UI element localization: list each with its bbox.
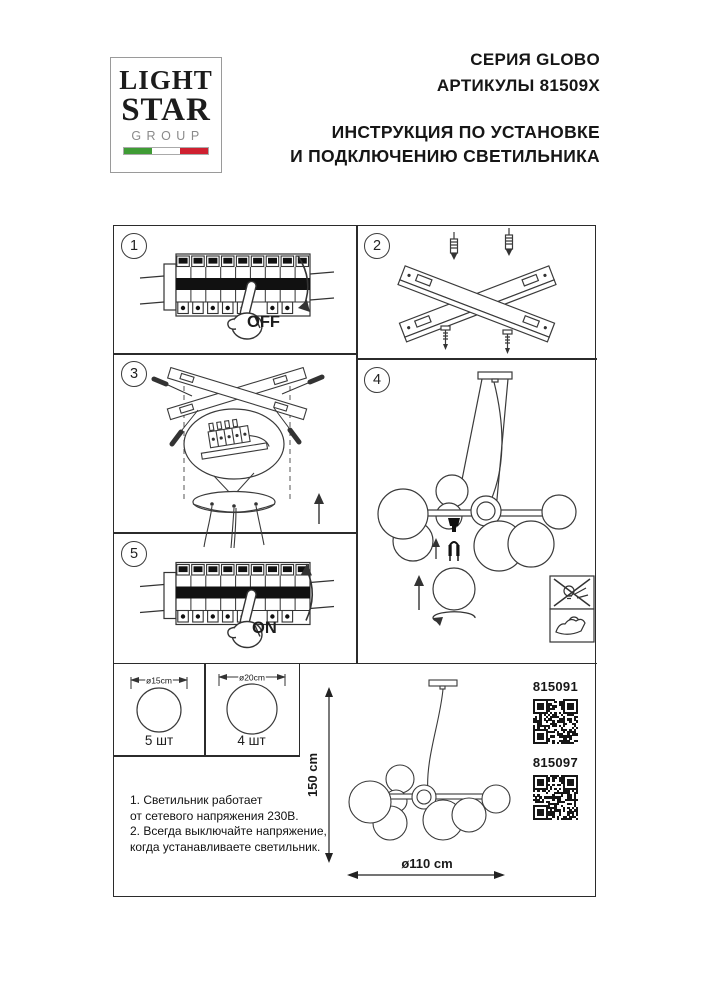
lamp-socket-icon	[448, 518, 460, 532]
article-number-1: 815091	[532, 679, 578, 694]
logo-line-3: GROUP	[131, 129, 205, 143]
note-line-4: когда устанавливаете светильник.	[130, 839, 321, 854]
flag-green	[124, 148, 152, 154]
step-1-panel	[114, 226, 356, 353]
rotate-arrow-icon	[433, 612, 475, 626]
step-5-number: 5	[121, 541, 147, 567]
on-label: ON	[252, 619, 277, 637]
step-2-panel	[357, 226, 597, 358]
document-header	[250, 47, 600, 168]
globe-small-diameter: ø15cm	[146, 675, 172, 686]
step-4-panel	[357, 360, 597, 662]
globe-large-diagram	[205, 663, 298, 735]
glass-globe-icon	[433, 568, 475, 610]
article-number-2: 815097	[532, 755, 578, 770]
step-3-panel	[114, 354, 356, 532]
instruction-title-line2: И ПОДКЛЮЧЕНИЮ СВЕТИЛЬНИКА	[290, 146, 600, 166]
articles-title: АРТИКУЛЫ 81509X	[436, 76, 600, 95]
globe-small-diagram	[114, 663, 204, 735]
italian-flag-stripe	[123, 147, 209, 155]
series-title: СЕРИЯ GLOBO	[470, 50, 600, 69]
step-1-number: 1	[121, 233, 147, 259]
step-3-number: 3	[121, 361, 147, 387]
specs-section	[114, 663, 597, 898]
height-label: 150 cm	[305, 752, 320, 798]
screws-icon	[441, 326, 512, 354]
step-2-number: 2	[364, 233, 390, 259]
flag-red	[180, 148, 208, 154]
circuit-breaker-on-illustration	[114, 534, 356, 662]
instruction-diagram-grid	[113, 225, 596, 897]
chandelier-assembly-illustration	[357, 360, 597, 662]
part-globe-small	[114, 663, 204, 756]
circuit-breaker-off-illustration	[114, 226, 356, 353]
note-line-1: 1. Светильник работает	[130, 793, 263, 807]
logo-line-2: STAR	[121, 92, 211, 128]
part-globe-large	[205, 663, 298, 756]
flag-white	[152, 148, 180, 154]
width-label: ø110 cm	[401, 856, 453, 871]
globe-small-qty: 5 шт	[144, 733, 174, 748]
width-dimension	[347, 856, 505, 879]
instruction-title-line1: ИНСТРУКЦИЯ ПО УСТАНОВКЕ	[331, 122, 600, 142]
caution-no-bare-hands-icon	[550, 576, 594, 609]
arrow-up-icon	[314, 493, 324, 524]
step-4-number: 4	[364, 367, 390, 393]
lightstar-logo	[110, 57, 222, 173]
globe-large-diameter: ø20cm	[239, 672, 265, 683]
qr-code-2	[533, 775, 578, 820]
height-dimension	[305, 687, 333, 863]
anchor-bolts-icon	[451, 228, 513, 260]
arrow-up-icon	[414, 575, 424, 610]
logo-line-1: LIGHT	[119, 65, 213, 95]
use-cloth-icon	[550, 609, 594, 642]
halogen-bulb-icon	[449, 542, 460, 561]
chandelier-dimensions-diagram	[297, 663, 529, 898]
note-line-2: от сетевого напряжения 230В.	[130, 808, 299, 823]
mounting-bracket-illustration	[357, 226, 597, 358]
off-label: OFF	[247, 313, 280, 331]
canopy-mounting-illustration	[114, 354, 356, 532]
globe-large-qty: 4 шт	[237, 733, 266, 748]
note-line-3: 2. Всегда выключайте напряжение,	[130, 824, 327, 838]
step-5-panel	[114, 534, 356, 662]
qr-code-1	[533, 699, 578, 744]
chandelier-drawing	[349, 680, 510, 840]
